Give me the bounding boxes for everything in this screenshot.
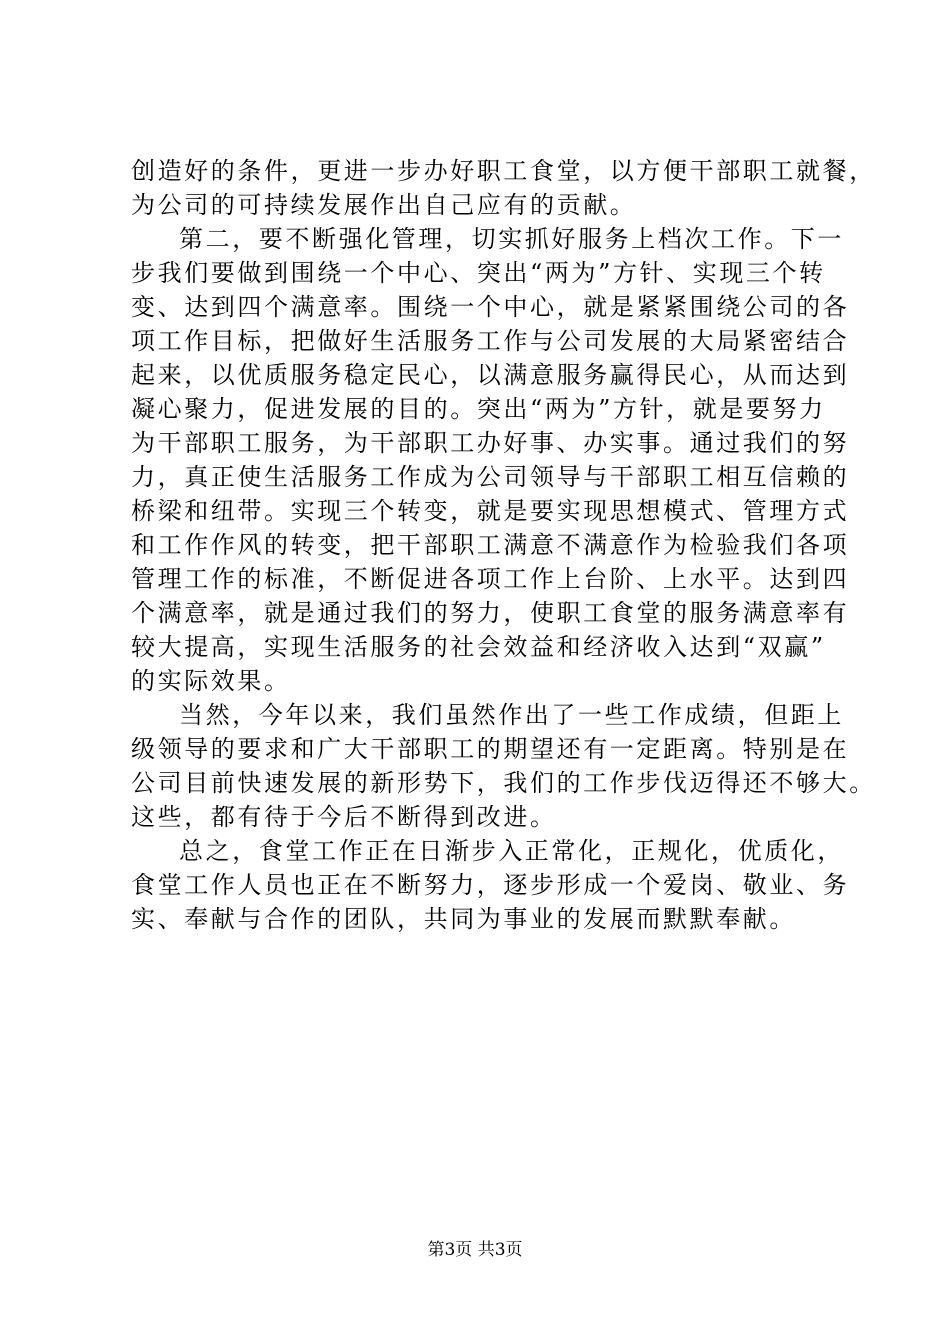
text-line: 的实际效果。 [131, 667, 291, 695]
text-line: 食堂工作人员也正在不断努力，逐步形成一个爱岗、敬业、务 [131, 871, 850, 899]
text-line: 当然，今年以来，我们虽然作出了一些工作成绩，但距上 [179, 701, 844, 729]
text-line: 为干部职工服务，为干部职工办好事、办实事。通过我们的努 [131, 429, 850, 457]
text-line: 个满意率，就是通过我们的努力，使职工食堂的服务满意率有 [131, 599, 850, 627]
document-body [131, 154, 876, 936]
text-line: 公司目前快速发展的新形势下，我们的工作步伐迈得还不够大。 [131, 769, 876, 797]
text-line: 起来，以优质服务稳定民心，以满意服务赢得民心，从而达到 [131, 361, 850, 389]
paragraph-conclusion [131, 834, 850, 936]
text-line: 实、奉献与合作的团队，共同为事业的发展而默默奉献。 [131, 905, 796, 933]
text-line: 创造好的条件，更进一步办好职工食堂，以方便干部职工就餐， [131, 157, 876, 185]
text-line: 和工作作风的转变，把干部职工满意不满意作为检验我们各项 [131, 531, 850, 559]
text-line: 为公司的可持续发展作出自己应有的贡献。 [131, 191, 637, 219]
text-line: 较大提高，实现生活服务的社会效益和经济收入达到“双赢” [131, 633, 826, 661]
paragraph-second-point [131, 222, 850, 698]
text-line: 总之，食堂工作正在日渐步入正常化，正规化，优质化， [179, 837, 844, 865]
text-line: 变、达到四个满意率。围绕一个中心，就是紧紧围绕公司的各 [131, 293, 850, 321]
text-line: 步我们要做到围绕一个中心、突出“两为”方针、实现三个转 [131, 259, 826, 287]
text-line: 这些，都有待于今后不断得到改进。 [131, 803, 557, 831]
text-line: 桥梁和纽带。实现三个转变，就是要实现思想模式、管理方式 [131, 497, 850, 525]
text-line: 凝心聚力，促进发展的目的。突出“两为”方针，就是要努力 [131, 395, 826, 423]
page-footer [0, 1238, 950, 1262]
text-line: 项工作目标，把做好生活服务工作与公司发展的大局紧密结合 [131, 327, 850, 355]
text-line: 级领导的要求和广大干部职工的期望还有一定距离。特别是在 [131, 735, 850, 763]
paragraph-shortcomings [131, 698, 876, 834]
text-line: 管理工作的标准，不断促进各项工作上台阶、上水平。达到四 [131, 565, 850, 593]
text-line: 力，真正使生活服务工作成为公司领导与干部职工相互信赖的 [131, 463, 850, 491]
paragraph-continued [131, 154, 876, 222]
page-number-label: 第3页 共3页 [427, 1240, 523, 1260]
text-line: 第二，要不断强化管理，切实抓好服务上档次工作。下一 [179, 225, 844, 253]
